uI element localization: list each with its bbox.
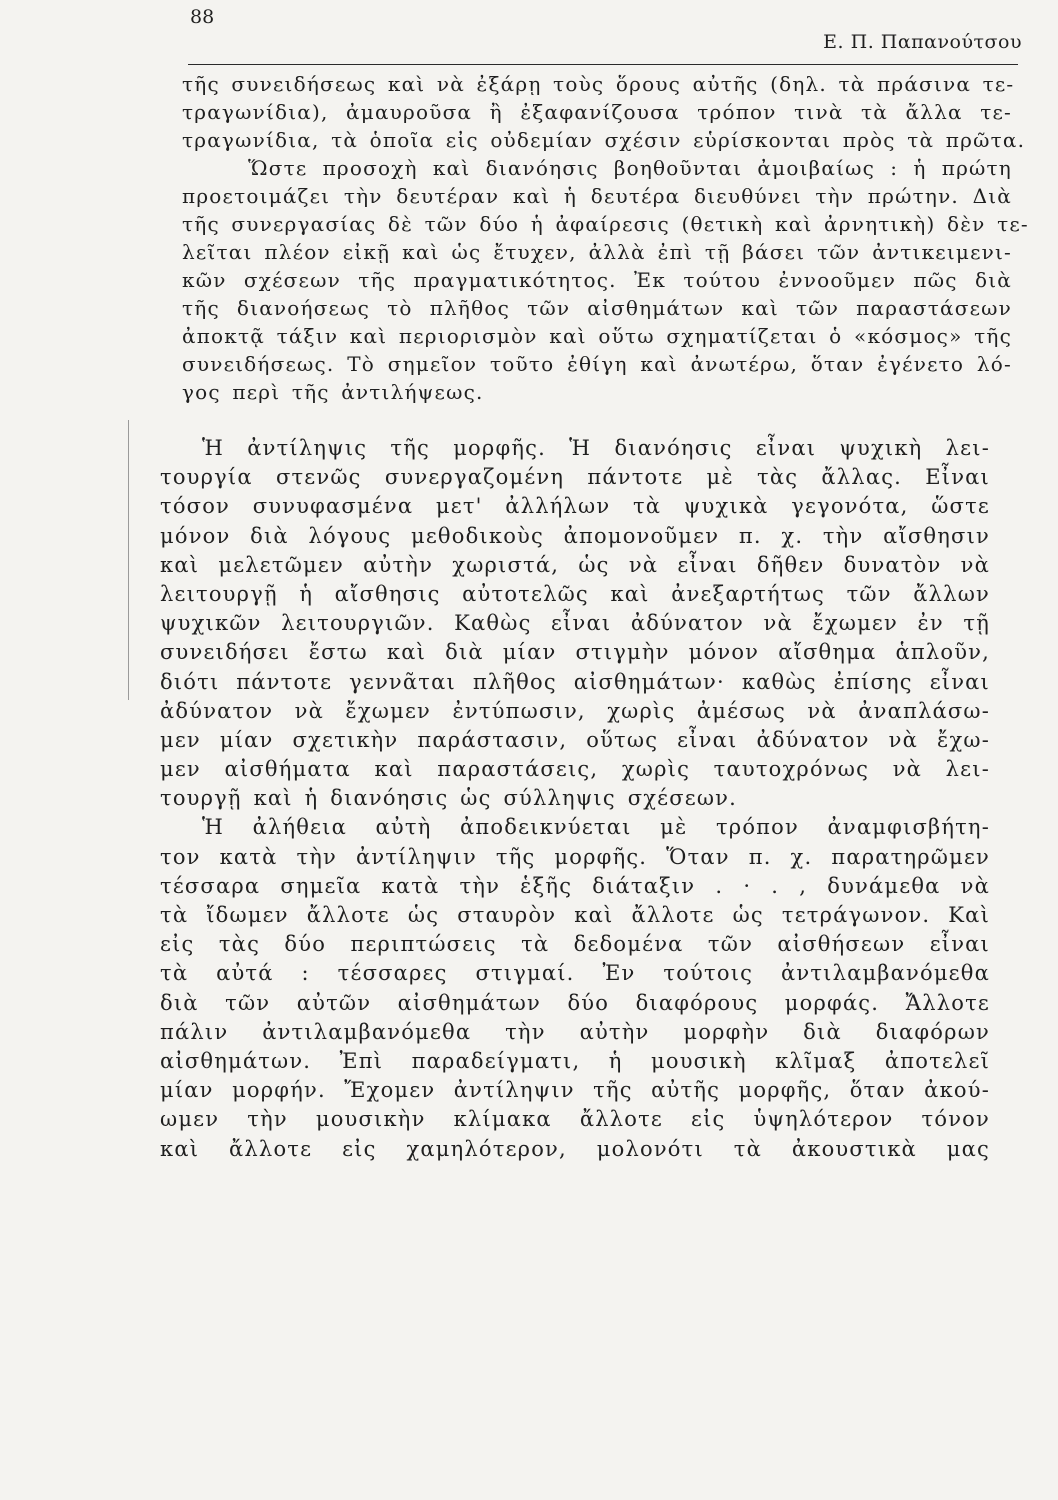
text-line: καὶ ἄλλοτε εἰς χαμηλότερον, μολονότι τὰ ἀκουστικὰ μας (160, 1136, 990, 1161)
text-line: τραγωνίδια), ἀμαυροῦσα ἢ ἐξαφανίζουσα τρόπον τινὰ τὰ ἄλλα τε- (182, 100, 1012, 124)
text-line: τουργῇ καὶ ἡ διανόησις ὡς σύλληψις σχέσεων. (160, 786, 738, 811)
text-line: ἀποκτᾷ τάξιν καὶ περιορισμὸν καὶ οὕτω σχηματίζεται ὁ «κόσμος» τῆς (182, 324, 1012, 348)
text-line: Ἡ ἀλήθεια αὐτὴ ἀποδεικνύεται μὲ τρόπον ἀναμφισβήτη- (202, 815, 990, 840)
text-line: μεν μίαν σχετικὴν παράστασιν, οὕτως εἶναι ἀδύνατον νὰ ἔχω- (160, 727, 990, 752)
text-line: τόσον συνυφασμένα μετ' ἀλλήλων τὰ ψυχικὰ γεγονότα, ὥστε (160, 494, 990, 519)
text-line: διὰ τῶν αὐτῶν αἰσθημάτων δύο διαφόρους μορφάς. Ἄλλοτε (160, 990, 990, 1015)
header-rule (188, 64, 1018, 65)
text-line: ἀδύνατον νὰ ἔχωμεν ἐντύπωσιν, χωρὶς ἀμέσως νὰ ἀναπλάσω- (160, 698, 990, 723)
text-line: τῆς διανοήσεως τὸ πλῆθος τῶν αἰσθημάτων καὶ τῶν παραστάσεων (182, 296, 1012, 320)
text-line: τουργία στενῶς συνεργαζομένη πάντοτε μὲ τὰς ἄλλας. Εἶναι (160, 465, 990, 490)
text-line: τῆς συνειδήσεως καὶ νὰ ἐξάρῃ τοὺς ὅρους αὐτῆς (δηλ. τὰ πράσινα τε- (182, 72, 1015, 96)
text-line: κῶν σχέσεων τῆς πραγματικότητος. Ἐκ τούτου ἐννοοῦμεν πῶς διὰ (182, 268, 1012, 292)
text-line: συνειδήσει ἔστω καὶ διὰ μίαν στιγμὴν μόνον αἴσθημα ἁπλοῦν, (160, 640, 990, 665)
section-form-perception (160, 434, 990, 1164)
running-head: Ε. Π. Παπανούτσου (823, 31, 1022, 53)
text-line: μίαν μορφήν. Ἔχομεν ἀντίληψιν τῆς αὐτῆς μορφῆς, ὅταν ἀκού- (160, 1078, 990, 1103)
margin-pencil-mark (128, 420, 129, 700)
text-line: τραγωνίδια, τὰ ὁποῖα εἰς οὐδεμίαν σχέσιν εὑρίσκονται πρὸς τὰ πρῶτα. (182, 128, 1026, 152)
text-line: τὰ αὐτά : τέσσαρες στιγμαί. Ἐν τούτοις ἀντιλαμβανόμεθα (160, 961, 990, 986)
page-number: 88 (190, 6, 215, 28)
text-line: λειτουργῇ ἡ αἴσθησις αὐτοτελῶς καὶ ἀνεξαρτήτως τῶν ἄλλων (160, 581, 990, 606)
text-line: λεῖται πλέον εἰκῇ καὶ ὡς ἔτυχεν, ἀλλὰ ἐπὶ τῇ βάσει τῶν ἀντικειμενι- (182, 240, 1012, 264)
text-line: ψυχικῶν λειτουργιῶν. Καθὼς εἶναι ἀδύνατον νὰ ἔχωμεν ἐν τῇ (160, 611, 990, 636)
text-line: τῆς συνεργασίας δὲ τῶν δύο ἡ ἀφαίρεσις (θετικὴ καὶ ἀρνητικὴ) δὲν τε- (182, 212, 1029, 236)
text-line: προετοιμάζει τὴν δευτέραν καὶ ἡ δευτέρα διευθύνει τὴν πρώτην. Διὰ (182, 184, 1012, 208)
text-line: τὰ ἴδωμεν ἄλλοτε ὡς σταυρὸν καὶ ἄλλοτε ὡς τετράγωνον. Καὶ (160, 903, 990, 927)
text-line: Ὥστε προσοχὴ καὶ διανόησις βοηθοῦνται ἀμοιβαίως : ἡ πρώτη (248, 156, 1012, 180)
text-line: μόνον διὰ λόγους μεθοδικοὺς ἀπομονοῦμεν π. χ. τὴν αἴσθησιν (160, 523, 990, 548)
text-line: καὶ μελετῶμεν αὐτὴν χωριστά, ὡς νὰ εἶναι δῆθεν δυνατὸν νὰ (160, 552, 990, 577)
text-line: τέσσαρα σημεῖα κατὰ τὴν ἑξῆς διάταξιν . · . , δυνάμεθα νὰ (160, 873, 990, 898)
text-line: τον κατὰ τὴν ἀντίληψιν τῆς μορφῆς. Ὅταν π. χ. παρατηρῶμεν (160, 844, 990, 869)
paragraph-continuation (182, 70, 1029, 406)
section-heading-line: Ἡ ἀντίληψις τῆς μορφῆς. Ἡ διανόησις εἶναι ψυχικὴ λει- (202, 436, 990, 460)
text-line: γος περὶ τῆς ἀντιλήψεως. (182, 380, 484, 404)
text-line: ωμεν τὴν μουσικὴν κλίμακα ἄλλοτε εἰς ὑψηλότερον τόνον (160, 1107, 990, 1132)
text-line: διότι πάντοτε γεννᾶται πλῆθος αἰσθημάτων· καθὼς ἐπίσης εἶναι (160, 669, 990, 694)
text-line: εἰς τὰς δύο περιπτώσεις τὰ δεδομένα τῶν αἰσθήσεων εἶναι (160, 932, 990, 957)
text-line: αἰσθημάτων. Ἐπὶ παραδείγματι, ἡ μουσικὴ κλῖμαξ ἀποτελεῖ (160, 1048, 990, 1073)
text-line: συνειδήσεως. Τὸ σημεῖον τοῦτο ἐθίγη καὶ ἀνωτέρω, ὅταν ἐγένετο λό- (182, 352, 1012, 376)
text-line: πάλιν ἀντιλαμβανόμεθα τὴν αὐτὴν μορφὴν διὰ διαφόρων (160, 1019, 990, 1044)
text-line: μεν αἰσθήματα καὶ παραστάσεις, χωρὶς ταυτοχρόνως νὰ λει- (160, 757, 990, 782)
